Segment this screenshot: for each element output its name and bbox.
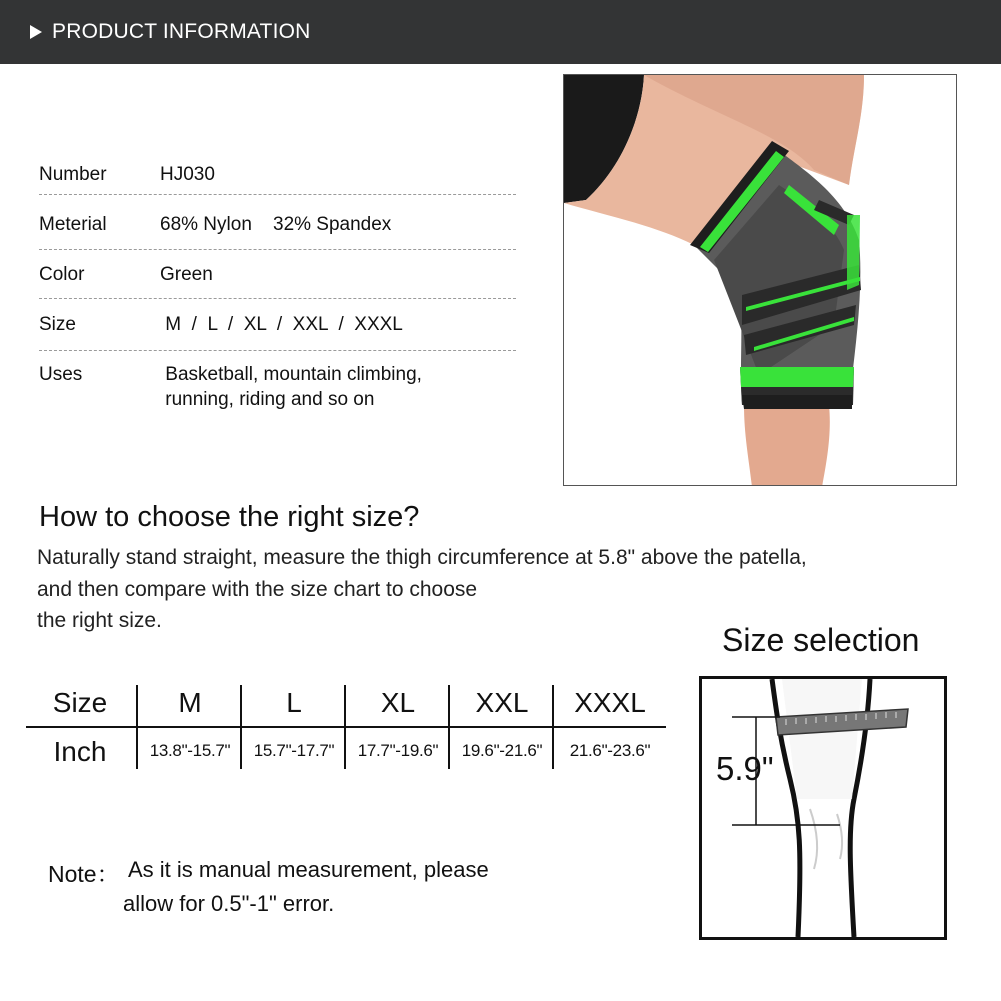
spec-value-size: M / L / XL / XXL / XXXL (160, 314, 403, 335)
inch-value-xxxl: 21.6"-23.6" (569, 741, 651, 760)
howto-text-line3: the right size. (37, 609, 162, 632)
table-divider (26, 726, 666, 728)
header-title: PRODUCT INFORMATION (52, 20, 311, 43)
knee-sleeve-illustration (564, 75, 957, 486)
spec-divider (39, 298, 516, 299)
product-photo (563, 74, 957, 486)
howto-text-line2: and then compare with the size chart to choose (37, 578, 478, 601)
spec-value-uses-line2: running, riding and so on (160, 389, 375, 410)
play-triangle-icon (30, 25, 42, 39)
table-column-divider (448, 685, 450, 769)
spec-value-material: 68% Nylon 32% Spandex (160, 214, 392, 235)
spec-value-uses-line1: Basketball, mountain climbing, (160, 364, 422, 385)
spec-value-number: HJ030 (160, 164, 215, 185)
spec-value-color: Green (160, 264, 213, 285)
note-label: Note： (48, 861, 120, 887)
spec-divider (39, 194, 516, 195)
spec-divider (39, 249, 516, 250)
note-text-line1: As it is manual measurement, please (128, 857, 489, 882)
size-header-l: L (286, 687, 302, 718)
measurement-label: 5.9" (716, 750, 774, 787)
spec-label-size: Size (39, 314, 76, 335)
size-header-m: M (178, 687, 202, 718)
table-column-divider (344, 685, 346, 769)
size-header-xxl: XXL (475, 687, 529, 718)
note-text-line2: allow for 0.5"-1" error. (123, 891, 335, 916)
inch-value-xl: 17.7"-19.6" (357, 741, 439, 760)
size-selection-diagram (699, 676, 947, 940)
inch-value-xxl: 19.6"-21.6" (461, 741, 543, 760)
table-column-divider (136, 685, 138, 769)
table-column-divider (552, 685, 554, 769)
howto-title: How to choose the right size? (39, 501, 420, 533)
howto-text-line1: Naturally stand straight, measure the thigh circumference at 5.8" above the patella, (37, 546, 807, 569)
table-column-divider (240, 685, 242, 769)
inch-value-l: 15.7"-17.7" (253, 741, 335, 760)
inch-value-m: 13.8"-15.7" (149, 741, 231, 760)
spec-label-uses: Uses (39, 364, 83, 385)
inch-row-label: Inch (53, 736, 107, 767)
spec-label-color: Color (39, 264, 85, 285)
size-header-xl: XL (380, 687, 416, 718)
leg-measurement-illustration (702, 679, 944, 937)
size-header-xxxl: XXXL (574, 687, 646, 718)
size-selection-title: Size selection (722, 622, 920, 658)
header-bar (0, 0, 1001, 64)
spec-label-number: Number (39, 164, 107, 185)
spec-divider (39, 350, 516, 351)
size-row-label: Size (52, 687, 108, 718)
spec-label-material: Meterial (39, 214, 107, 235)
